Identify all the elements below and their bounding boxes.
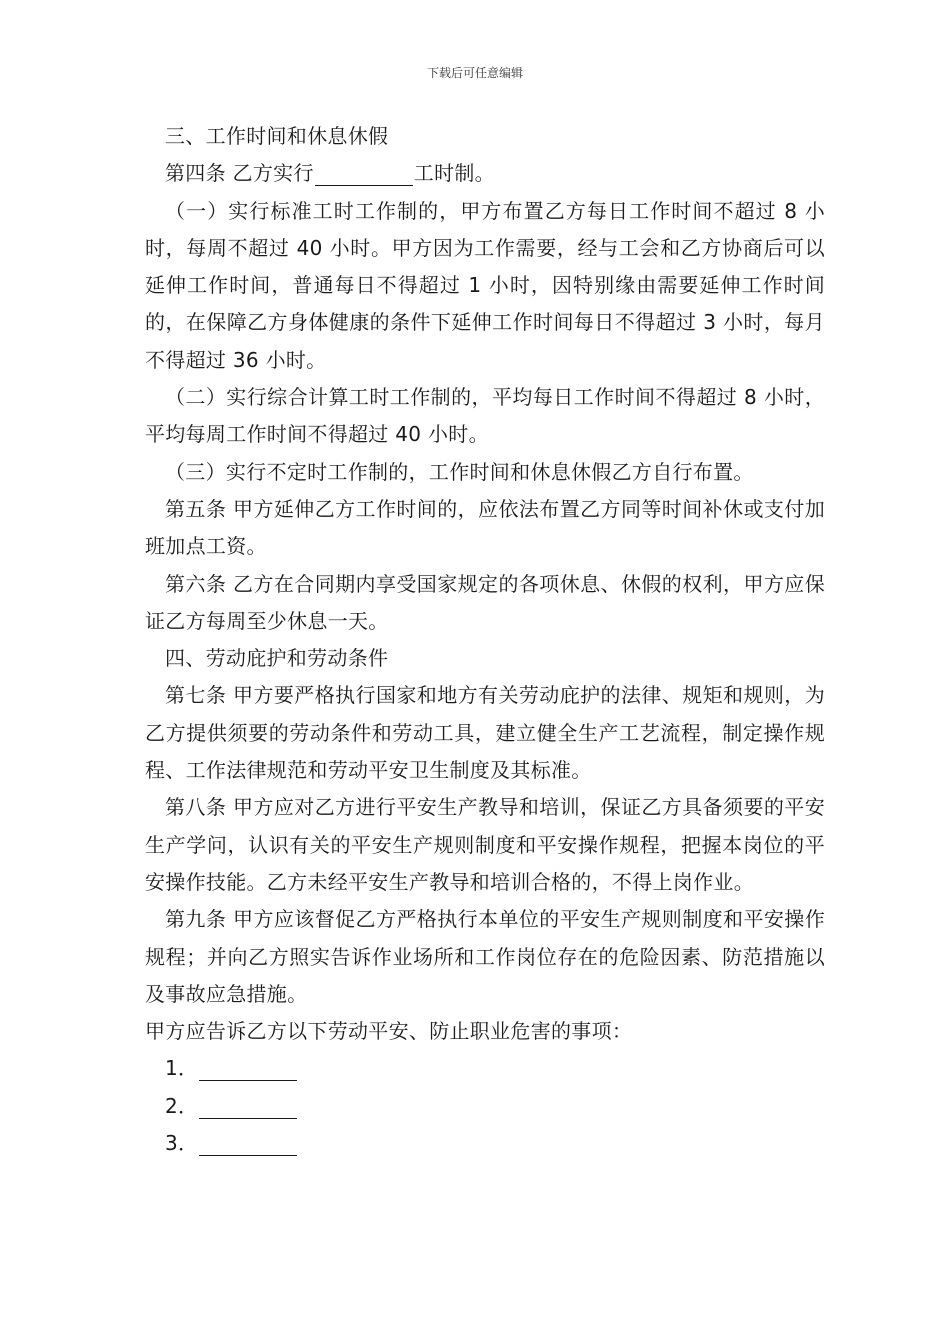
article-4-text-end: 工时制。 [413,161,495,186]
list-item-number: 3． [165,1131,199,1156]
article-6: 第六条 乙方在合同期内享受国家规定的各项休息、休假的权利，甲方应保证乙方每周至少休息一天。 [145,571,825,633]
page-header: 下载后可任意编辑 [426,66,523,80]
fill-in-blank[interactable] [199,1096,297,1119]
list-item [145,1050,825,1087]
section-title: 四、劳动庇护和劳动条件 [165,646,389,671]
fill-in-blank[interactable] [199,1133,297,1156]
notify-intro: 甲方应告诉乙方以下劳动平安、防止职业危害的事项： [145,1019,633,1044]
article-8: 第八条 甲方应对乙方进行平安生产教导和培训，保证乙方具备须要的平安生产学问，认识有关的平安生产规则制度和平安操作规程，把握本岗位的平安操作技能。乙方未经平安生产教导和培训合格的，不得上岗作业。 [145,795,825,894]
article-4-item-1: （一）实行标准工时工作制的，甲方布置乙方每日工作时间不超过 8 小时，每周不超过 40 小时。甲方因为工作需要，经与工会和乙方协商后可以延伸工作时间，普通每日不得超过 1 小时，因特别缘由需要延伸工作时间的，在保障乙方身体健康的条件下延伸工作时间每日不得超过 3 小时，每月不得超过 36 小时。 [145,198,825,372]
article-5: 第五条 甲方延伸乙方工作时间的，应依法布置乙方同等时间补休或支付加班加点工资。 [145,496,825,559]
list-item [145,1088,825,1125]
article-7: 第七条 甲方要严格执行国家和地方有关劳动庇护的法律、规矩和规则，为乙方提供须要的劳动条件和劳动工具，建立健全生产工艺流程，制定操作规程、工作法律规范和劳动平安卫生制度及其标准。 [145,683,825,783]
list-item [145,1125,825,1162]
article-9: 第九条 甲方应该督促乙方严格执行本单位的平安生产规则制度和平安操作规程；并向乙方照实告诉作业场所和工作岗位存在的危险因素、防范措施以及事故应急措施。 [145,907,825,1006]
article-4-item-2: （二）实行综合计算工时工作制的，平均每日工作时间不得超过 8 小时，平均每周工作时间不得超过 40 小时。 [145,385,825,447]
section-title: 三、工作时间和休息休假 [165,124,389,148]
fill-in-blank[interactable] [199,1058,297,1081]
article-4 [145,155,825,192]
list-item-number: 1． [165,1056,199,1081]
article-4-text: 第四条 乙方实行 [165,161,314,186]
article-4-item-3: （三）实行不定时工作制的，工作时间和休息休假乙方自行布置。 [165,459,754,484]
document-body [145,118,825,1162]
list-item-number: 2． [165,1093,199,1118]
fill-in-blank[interactable] [315,163,413,186]
